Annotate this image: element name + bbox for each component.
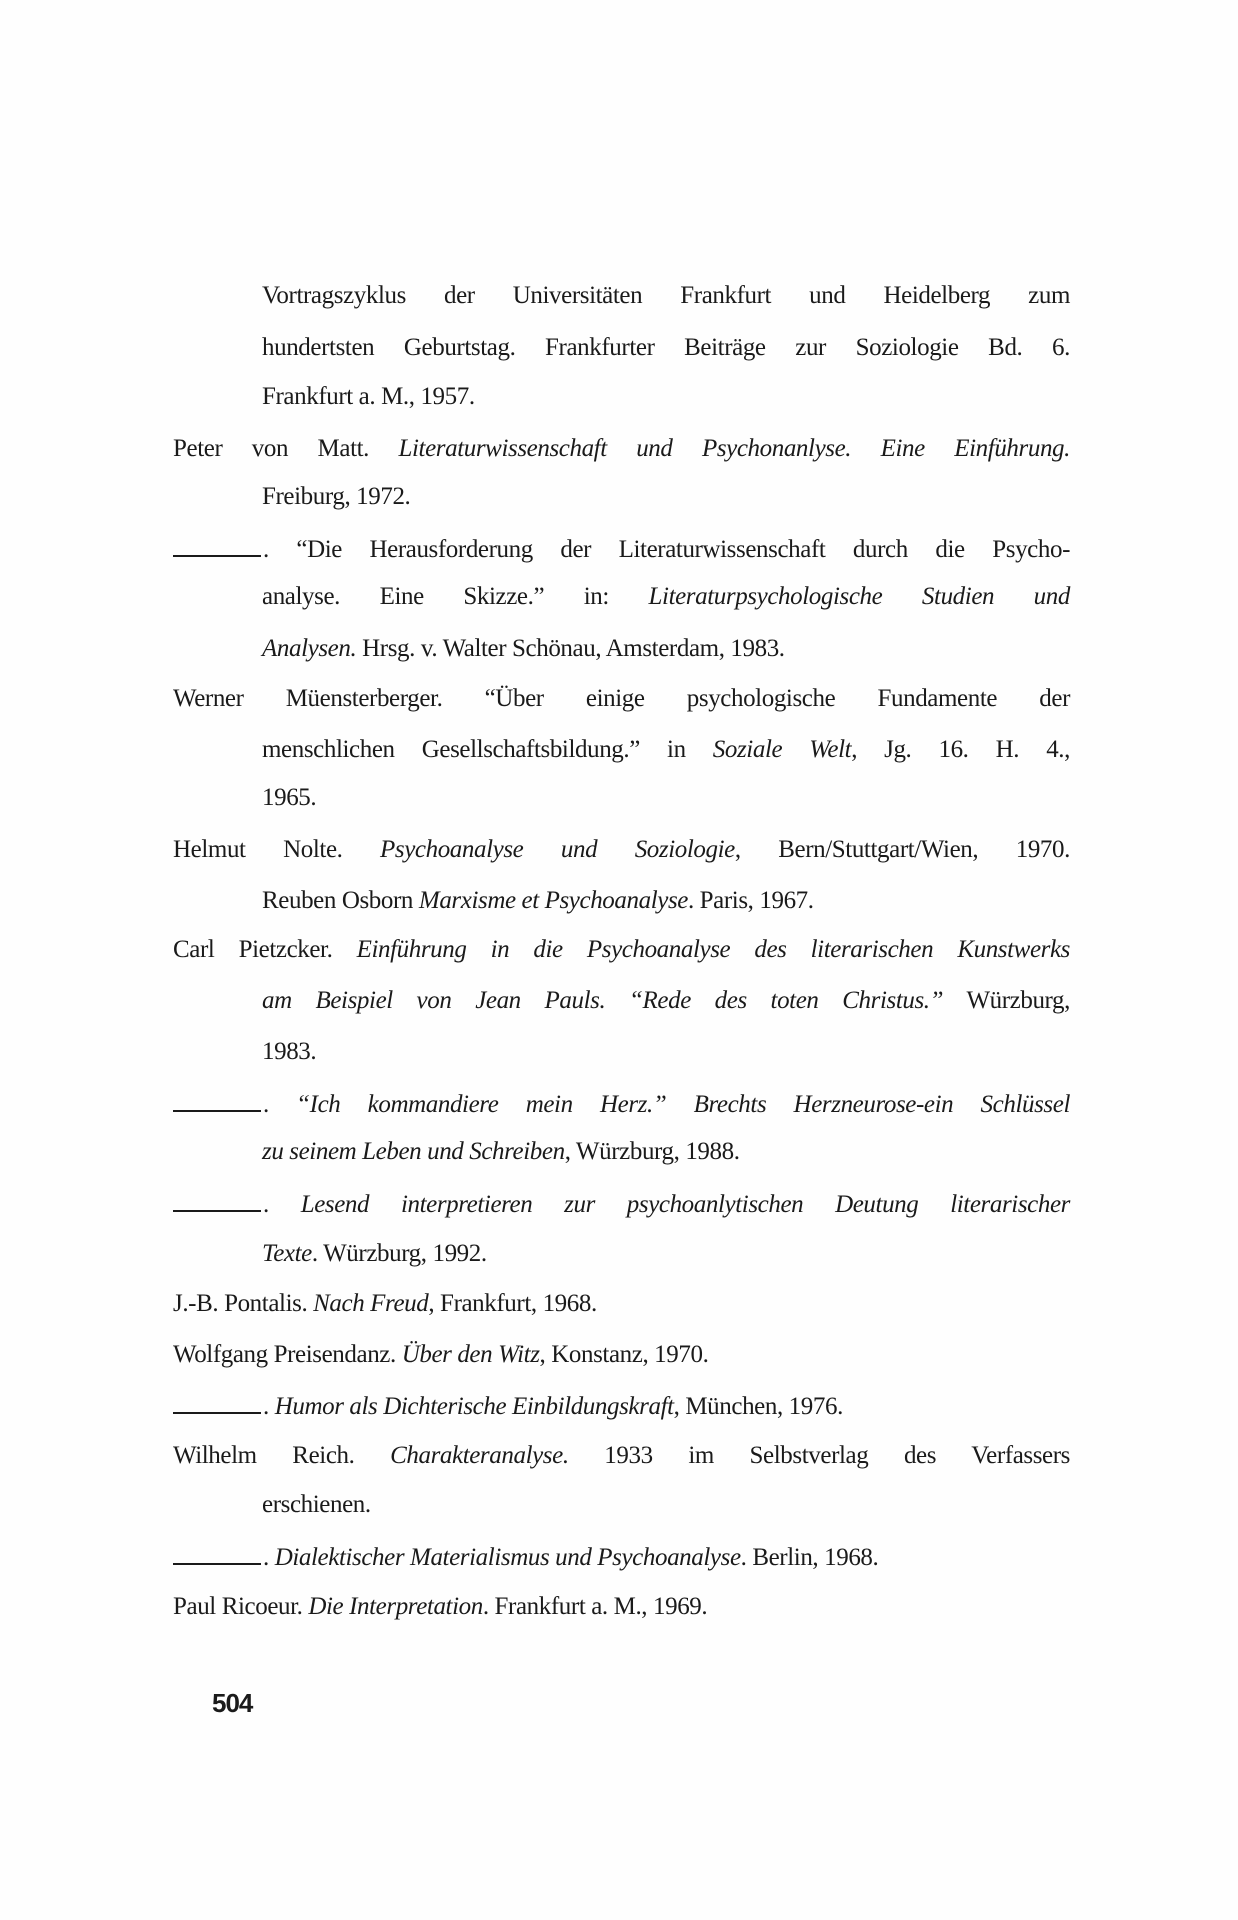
citation-text: menschlichen Gesellschaftsbildung.” in xyxy=(262,736,713,763)
citation-text: , Würzburg, 1988. xyxy=(564,1138,740,1165)
title-text: Lesend interpretieren zur psychoanlytischen Deutung literarischer xyxy=(300,1191,1070,1218)
citation-text: . Paris, 1967. xyxy=(687,887,814,914)
citation-text: . Berlin, 1968. xyxy=(740,1544,879,1571)
citation-text: 1933 im Selbstverlag des Verfassers xyxy=(568,1442,1070,1469)
title-text: am Beispiel von Jean Pauls. “Rede des toten Christus.” xyxy=(262,987,944,1014)
bibliography-line xyxy=(262,382,1070,412)
bibliography-line xyxy=(262,735,1070,765)
ditto-rule xyxy=(173,1390,261,1414)
page-number: 504 xyxy=(212,1688,253,1718)
citation-text: , Konstanz, 1970. xyxy=(539,1341,709,1368)
citation-text: Wolfgang Preisendanz. xyxy=(173,1341,402,1368)
title-text: Charakteranalyse. xyxy=(390,1442,569,1469)
citation-text: Vortragszyklus der Universitäten Frankfurt und Heidelberg zum xyxy=(262,282,1070,309)
citation-text: , Frankfurt, 1968. xyxy=(428,1290,597,1317)
bibliography-line xyxy=(173,1289,1070,1319)
title-text: Literaturpsychologische Studien und xyxy=(648,583,1070,610)
bibliography-line xyxy=(262,886,1070,916)
citation-text: J.-B. Pontalis. xyxy=(173,1290,314,1317)
bibliography-line xyxy=(173,1592,1070,1622)
ditto-rule xyxy=(173,1541,261,1565)
bibliography-line xyxy=(173,1340,1070,1370)
title-text: Über den Witz xyxy=(401,1341,540,1368)
bibliography-line xyxy=(262,1037,1070,1067)
ditto-rule xyxy=(173,1188,261,1212)
bibliography-line xyxy=(173,434,1070,464)
citation-text: , Bern/Stuttgart/Wien, 1970. xyxy=(734,836,1070,863)
title-text: “Ich kommandiere mein Herz.” Brechts Herzneurose-ein Schlüssel xyxy=(296,1091,1070,1118)
ditto-rule xyxy=(173,533,261,557)
title-text: Texte xyxy=(262,1240,312,1267)
bibliography-line xyxy=(262,482,1070,512)
bibliography-line xyxy=(262,1239,1070,1269)
title-text: zu seinem Leben und Schreiben xyxy=(262,1138,565,1165)
bibliography-line xyxy=(173,1541,1070,1573)
bibliography-line xyxy=(173,1088,1070,1120)
citation-text: . Würzburg, 1992. xyxy=(311,1240,487,1267)
bibliography-line xyxy=(173,533,1070,565)
citation-text: . xyxy=(263,1544,275,1571)
citation-text: 1983. xyxy=(262,1038,317,1065)
ditto-rule xyxy=(173,1088,261,1112)
citation-text: Reuben Osborn xyxy=(262,887,419,914)
citation-text: Freiburg, 1972. xyxy=(262,483,411,510)
bibliography-line xyxy=(173,1390,1070,1422)
title-text: Soziale Welt xyxy=(712,736,852,763)
bibliography-line xyxy=(262,634,1070,664)
citation-text: Wilhelm Reich. xyxy=(173,1442,391,1469)
citation-text: Peter von Matt. xyxy=(173,435,399,462)
bibliography-line xyxy=(262,281,1070,311)
title-text: Marxisme et Psychoanalyse xyxy=(418,887,688,914)
citation-text: 1965. xyxy=(262,784,317,811)
citation-text: Helmut Nolte. xyxy=(173,836,381,863)
bibliography-line xyxy=(262,783,1070,813)
title-text: Literaturwissenschaft und Psychonanlyse. Eine Einführung. xyxy=(398,435,1070,462)
citation-text: . Frankfurt a. M., 1969. xyxy=(482,1593,708,1620)
bibliography-line xyxy=(262,582,1070,612)
citation-text: erschienen. xyxy=(262,1491,371,1518)
citation-text: . xyxy=(263,1393,275,1420)
bibliography-line xyxy=(173,1441,1070,1471)
bibliography-line xyxy=(173,684,1070,714)
citation-text: , Jg. 16. H. 4., xyxy=(851,736,1070,763)
bibliography-line xyxy=(262,333,1070,363)
bibliography-line xyxy=(173,835,1070,865)
citation-text: Paul Ricoeur. xyxy=(173,1593,309,1620)
bibliography-line xyxy=(262,1490,1070,1520)
citation-text: Hrsg. v. Walter Schönau, Amsterdam, 1983. xyxy=(356,635,785,662)
citation-text: , München, 1976. xyxy=(673,1393,843,1420)
title-text: Dialektischer Materialismus und Psychoanalyse xyxy=(274,1544,741,1571)
citation-text: hundertsten Geburtstag. Frankfurter Beiträge zur Soziologie Bd. 6. xyxy=(262,334,1070,361)
bibliography-line xyxy=(173,1188,1070,1220)
citation-text: analyse. Eine Skizze.” in: xyxy=(262,583,649,610)
bibliography-line xyxy=(262,1137,1070,1167)
bibliography-line xyxy=(262,986,1070,1016)
citation-text: . “Die Herausforderung der Literaturwissenschaft durch die Psycho- xyxy=(263,536,1070,563)
citation-text: . xyxy=(263,1191,301,1218)
citation-text: Frankfurt a. M., 1957. xyxy=(262,383,475,410)
title-text: Die Interpretation xyxy=(308,1593,483,1620)
title-text: Psychoanalyse und Soziologie xyxy=(380,836,735,863)
citation-text: Würzburg, xyxy=(943,987,1070,1014)
title-text: Humor als Dichterische Einbildungskraft xyxy=(274,1393,674,1420)
title-text: Nach Freud xyxy=(313,1290,429,1317)
citation-text: . xyxy=(263,1091,297,1118)
citation-text: Werner Müensterberger. “Über einige psychologische Fundamente der xyxy=(173,685,1070,712)
bibliography-line xyxy=(173,935,1070,965)
title-text: Einführung in die Psychoanalyse des literarischen Kunstwerks xyxy=(356,936,1070,963)
title-text: Analysen. xyxy=(262,635,357,662)
citation-text: Carl Pietzcker. xyxy=(173,936,357,963)
